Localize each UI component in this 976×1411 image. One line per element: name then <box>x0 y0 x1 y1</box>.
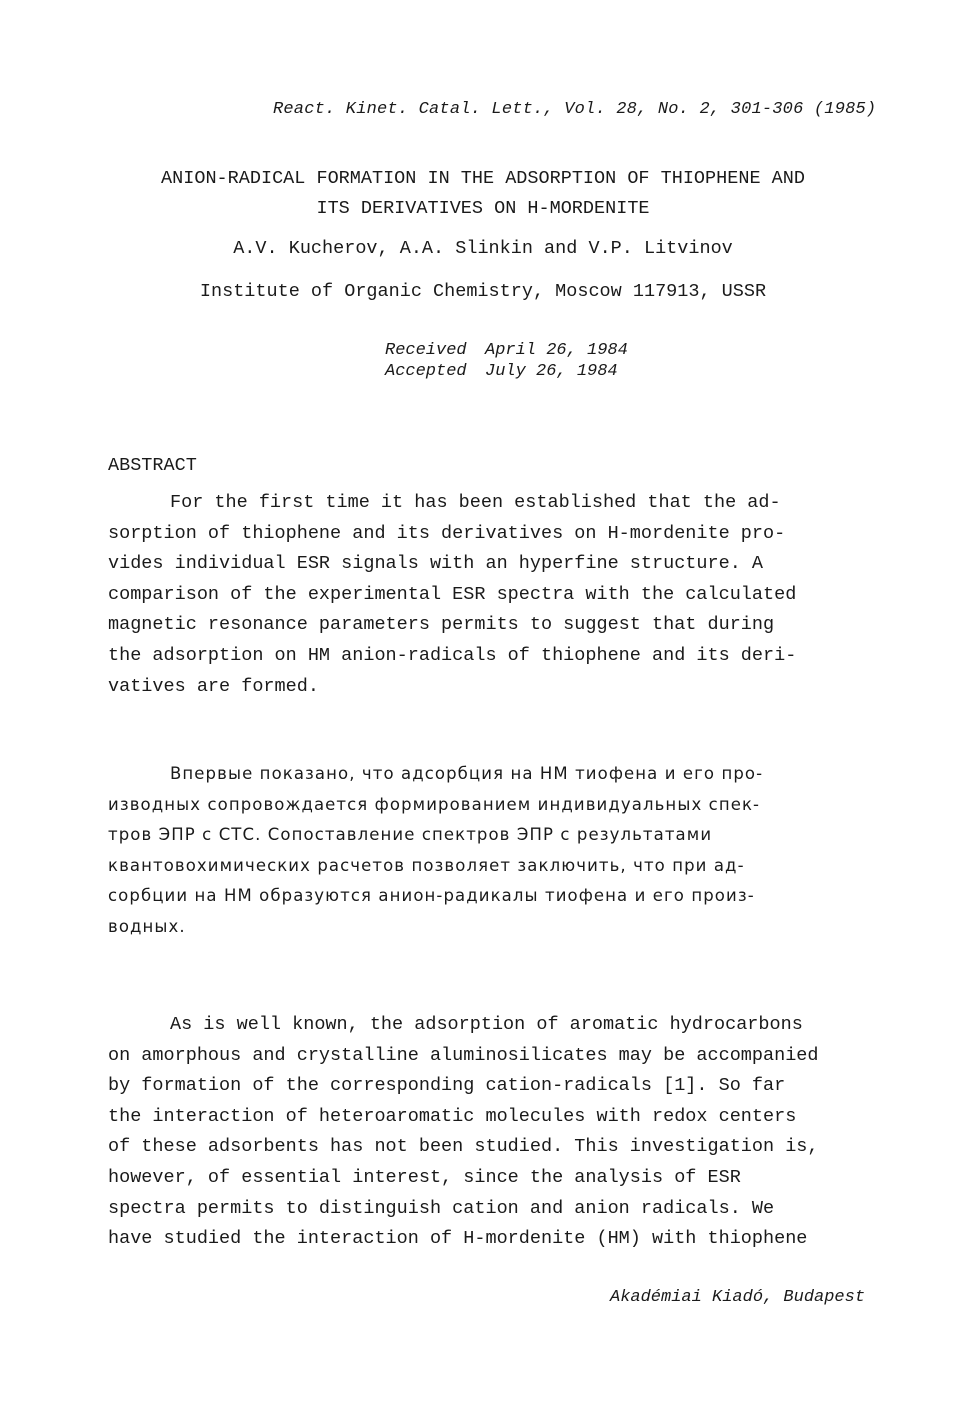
abstract-english-line: sorption of thiophene and its derivatives on H-mordenite pro- <box>108 522 786 544</box>
abstract-english-line: vatives are formed. <box>108 675 319 697</box>
body-line: of these adsorbents has not been studied. This investigation is, <box>108 1136 819 1158</box>
paper-title-line-1: ANION-RADICAL FORMATION IN THE ADSORPTION OF THIOPHENE AND <box>161 168 805 189</box>
body-line: however, of essential interest, since the analysis of ESR <box>108 1166 741 1188</box>
abstract-russian-line: Впервые показано, что адсорбция на НМ тиофена и его про- <box>170 764 764 783</box>
accepted-date-row <box>385 361 628 382</box>
abstract-russian-line: сорбции на НМ образуются анион-радикалы тиофена и его произ- <box>108 886 755 906</box>
received-date-row <box>385 340 628 361</box>
body-line: As is well known, the adsorption of aromatic hydrocarbons <box>170 1014 803 1035</box>
abstract-russian-line: квантовохимических расчетов позволяет заключить, что при ад- <box>108 855 745 875</box>
journal-citation: React. Kinet. Catal. Lett., Vol. 28, No. 2, 301-306 (1985) <box>273 100 877 119</box>
abstract-english <box>108 488 878 702</box>
publisher-footer: Akadémiai Kiadó, Budapest <box>610 1288 866 1307</box>
abstract-russian <box>108 759 878 943</box>
abstract-english-line: the adsorption on HM anion-radicals of thiophene and its deri- <box>108 644 797 666</box>
abstract-english-line: comparison of the experimental ESR spectra with the calculated <box>108 583 797 605</box>
body-line: on amorphous and crystalline aluminosilicates may be accompanied <box>108 1044 819 1066</box>
body-paragraph <box>108 1010 878 1255</box>
body-line: spectra permits to distinguish cation and anion radicals. We <box>108 1197 775 1219</box>
accepted-value: July 26, 1984 <box>485 362 618 381</box>
abstract-russian-line: изводных сопровождается формированием индивидуальных спек- <box>108 794 761 814</box>
abstract-russian-line: водных. <box>108 916 186 936</box>
abstract-english-line: For the first time it has been established that the ad- <box>170 492 781 513</box>
abstract-english-line: vides individual ESR signals with an hyperfine structure. A <box>108 553 764 575</box>
body-line: the interaction of heteroaromatic molecules with redox centers <box>108 1105 797 1127</box>
institution: Institute of Organic Chemistry, Moscow 117913, USSR <box>199 281 767 302</box>
submission-dates <box>385 340 628 382</box>
body-line: have studied the interaction of H-mordenite (HM) with thiophene <box>108 1228 808 1250</box>
abstract-russian-line: тров ЭПР с СТС. Сопоставление спектров ЭПР с результатами <box>108 825 713 845</box>
body-line: by formation of the corresponding cation-radicals [1]. So far <box>108 1075 786 1097</box>
abstract-english-line: magnetic resonance parameters permits to suggest that during <box>108 614 775 636</box>
paper-title-line-2: ITS DERIVATIVES ON H-MORDENITE <box>316 198 650 219</box>
authors: A.V. Kucherov, A.A. Slinkin and V.P. Litvinov <box>233 238 733 259</box>
received-label: Received <box>385 341 467 360</box>
received-value: April 26, 1984 <box>485 341 628 360</box>
abstract-heading: ABSTRACT <box>108 455 197 476</box>
accepted-label: Accepted <box>385 362 467 381</box>
